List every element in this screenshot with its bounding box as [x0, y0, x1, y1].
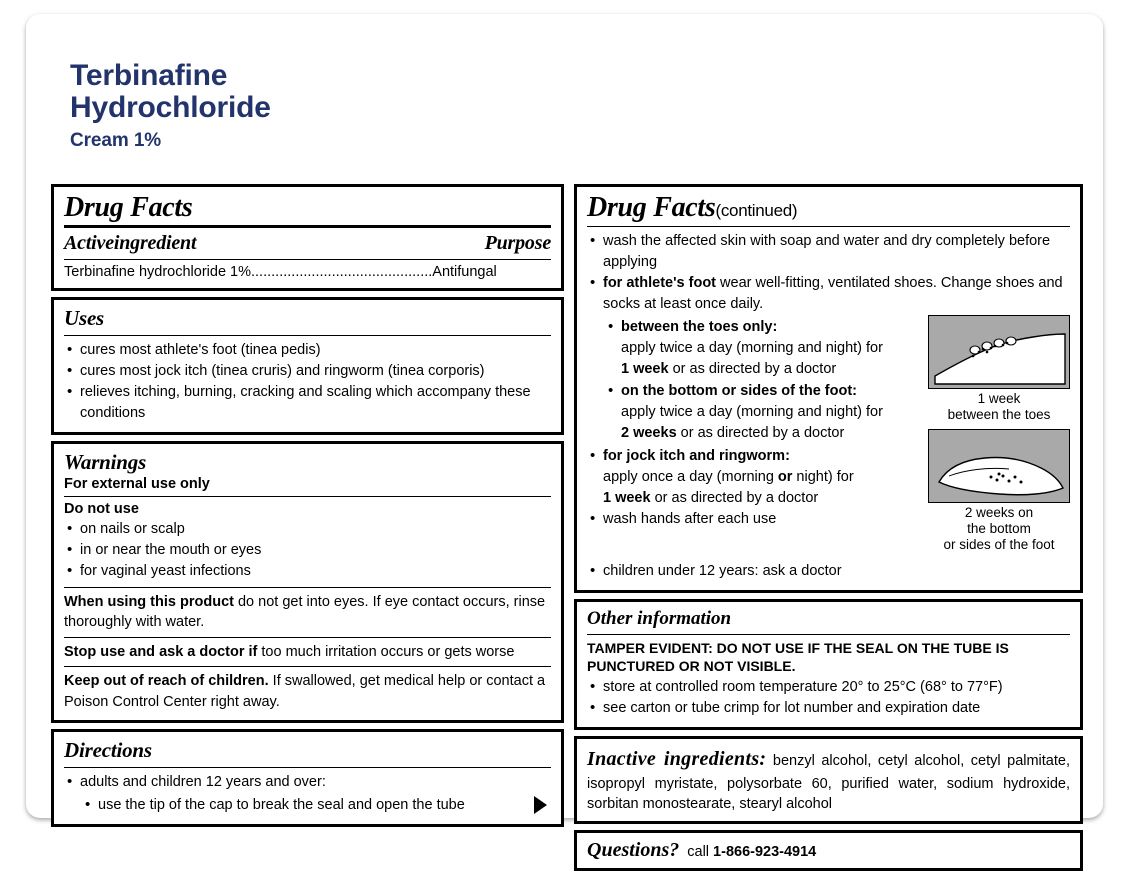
directions-box	[51, 729, 564, 827]
list-item-line	[605, 359, 920, 380]
drug-facts-continued-title	[587, 193, 1070, 222]
list-item	[605, 381, 920, 402]
athletes-foot-bold: for athlete's foot	[603, 275, 717, 292]
toes-diagram-svg	[929, 316, 1069, 388]
directions-with-images	[587, 315, 1070, 559]
list-item: • wash the affected skin with soap and water and dry completely before applying	[587, 231, 1070, 273]
duration-text: or as directed by a doctor	[650, 489, 819, 506]
duration-text: or as directed by a doctor	[668, 361, 837, 378]
list-item: • see carton or tube crimp for lot number and expiration date	[587, 698, 1070, 719]
inactive-ingredients-list: benzyl alcohol, cetyl alcohol, cetyl palmitate, isopropyl myristate, polysorbate 60, purified water, sodium hydroxide, sorbitan monostearate, stearyl alcohol	[587, 753, 1070, 813]
stop-use-paragraph	[64, 642, 551, 663]
divider	[64, 225, 551, 228]
left-column	[51, 184, 564, 877]
list-item	[587, 273, 1070, 315]
list-item: • wash hands after each use	[587, 509, 920, 530]
diagram-column	[928, 315, 1070, 559]
list-item: • cures most jock itch (tinea cruris) and ringworm (tinea corporis)	[64, 361, 551, 382]
directions-continued-box	[574, 184, 1083, 593]
athletes-foot-text: wear well-fitting, ventilated shoes. Change shoes and socks at least once daily.	[603, 275, 1063, 313]
call-label: call	[687, 844, 714, 861]
brand-name-line2: Hydrochloride	[70, 91, 271, 125]
caption-line: 2 weeks on	[964, 505, 1034, 521]
between-toes-bold: between the toes only:	[621, 319, 778, 336]
divider	[64, 259, 551, 260]
questions-box	[574, 830, 1083, 871]
external-use-only: For external use only	[64, 476, 210, 493]
directions-continued-list	[587, 231, 1070, 315]
keep-out-text: If swallowed, get medical help or contact a Poison Control Center right away.	[64, 673, 546, 710]
caption-line: the bottom	[967, 521, 1031, 537]
list-item: • children under 12 years: ask a doctor	[587, 561, 1070, 582]
list-item	[605, 317, 920, 338]
apply-text-a: apply once a day (morning	[603, 468, 778, 485]
list-item	[587, 446, 920, 467]
keep-out-bold: Keep out of reach of children.	[64, 673, 269, 690]
duration-text: or as directed by a doctor	[676, 424, 845, 441]
duration-1-week: 1 week	[621, 361, 669, 378]
divider	[64, 587, 551, 588]
brand-name-line1: Terbinafine	[70, 59, 228, 92]
active-ingredient-box	[51, 184, 564, 291]
divider	[64, 637, 551, 638]
other-information-list	[587, 677, 1070, 719]
jock-itch-bold: for jock itch and ringworm:	[603, 447, 790, 464]
brand-block	[70, 60, 271, 152]
duration-1-week: 1 week	[603, 489, 651, 506]
directions-sublist	[82, 795, 551, 816]
apply-text-or: or	[777, 468, 793, 485]
list-item-line	[587, 488, 920, 509]
drug-facts-title: Drug Facts	[64, 192, 193, 223]
questions-call-text	[687, 844, 816, 860]
inactive-ingredients-heading: Inactive ingredients:	[587, 748, 767, 771]
jock-itch-list	[587, 446, 920, 530]
foot-diagram-icon	[928, 429, 1070, 503]
list-item: • cures most athlete's foot (tinea pedis)	[64, 340, 551, 361]
divider	[587, 226, 1070, 227]
do-not-use-heading: Do not use	[64, 501, 139, 518]
stop-use-text: too much irritation occurs or gets worse	[257, 643, 515, 660]
warnings-box	[51, 441, 564, 723]
divider	[64, 666, 551, 667]
uses-heading: Uses	[64, 306, 105, 331]
stop-use-bold: Stop use and ask a doctor if	[64, 643, 258, 660]
caption-line: or sides of the foot	[943, 537, 1055, 553]
tamper-evident-text: TAMPER EVIDENT: DO NOT USE IF THE SEAL ON THE TUBE IS PUNCTURED OR NOT VISIBLE.	[587, 640, 1009, 675]
active-ingredient-line: Terbinafine hydrochloride 1%.............................................Antifungal	[64, 264, 497, 281]
foot-diagram-svg	[929, 430, 1069, 502]
drug-facts-panels	[51, 184, 1083, 877]
list-item: • store at controlled room temperature 20° to 25°C (68° to 77°F)	[587, 677, 1070, 698]
when-using-paragraph	[64, 592, 551, 633]
apply-text-c: night) for	[792, 468, 854, 485]
bottom-sides-bold: on the bottom or sides of the foot:	[621, 382, 858, 399]
toes-diagram-icon	[928, 315, 1070, 389]
uses-box	[51, 297, 564, 435]
list-item-line	[587, 467, 920, 488]
list-item-line: apply twice a day (morning and night) for	[621, 403, 883, 420]
uses-list	[64, 340, 551, 424]
divider	[64, 335, 551, 336]
caption-line: 1 week	[977, 391, 1021, 407]
keep-out-paragraph	[64, 671, 551, 712]
purpose-heading: Purpose	[484, 232, 551, 255]
directions-detail-text	[587, 315, 920, 559]
list-item-line: apply twice a day (morning and night) for	[621, 340, 883, 357]
directions-list	[64, 772, 551, 793]
active-ingredient-heading: Activeingredient	[64, 232, 197, 255]
divider	[587, 634, 1070, 635]
brand-subtitle: Cream 1%	[70, 129, 162, 151]
directions-heading: Directions	[64, 738, 152, 763]
questions-heading: Questions?	[587, 839, 680, 862]
right-column	[574, 184, 1083, 877]
list-item: • adults and children 12 years and over:	[64, 772, 551, 793]
divider	[64, 496, 551, 497]
children-note-list	[587, 561, 1070, 582]
list-item: • in or near the mouth or eyes	[64, 540, 551, 561]
other-information-heading: Other information	[587, 608, 732, 630]
continue-arrow-icon	[534, 796, 547, 814]
continued-label: (continued)	[715, 201, 798, 220]
caption-line: between the toes	[947, 407, 1051, 423]
drug-label-card	[26, 14, 1103, 862]
phone-number: 1-866-923-4914	[713, 844, 817, 861]
list-item: • for vaginal yeast infections	[64, 561, 551, 582]
divider	[64, 767, 551, 768]
warnings-heading: Warnings	[64, 450, 147, 475]
when-using-text: do not get into eyes. If eye contact occurs, rinse thoroughly with water.	[64, 593, 546, 631]
inactive-ingredients-box	[574, 736, 1083, 824]
when-using-bold: When using this product	[64, 593, 234, 610]
other-information-box	[574, 599, 1083, 730]
questions-row	[587, 839, 1070, 862]
directions-sub-list	[605, 317, 920, 443]
drug-facts-title-text: Drug Facts	[587, 192, 716, 223]
toes-diagram-caption	[928, 391, 1070, 423]
do-not-use-list	[64, 519, 551, 582]
active-ingredient-header-row	[64, 232, 551, 255]
list-item: • use the tip of the cap to break the seal and open the tube	[82, 795, 551, 816]
foot-diagram-caption	[928, 505, 1070, 553]
list-item: • relieves itching, burning, cracking and scaling which accompany these conditions	[64, 382, 551, 424]
duration-2-weeks: 2 weeks	[621, 424, 677, 441]
list-item-line	[605, 423, 920, 444]
inactive-ingredients-text	[587, 745, 1070, 815]
list-item: • on nails or scalp	[64, 519, 551, 540]
